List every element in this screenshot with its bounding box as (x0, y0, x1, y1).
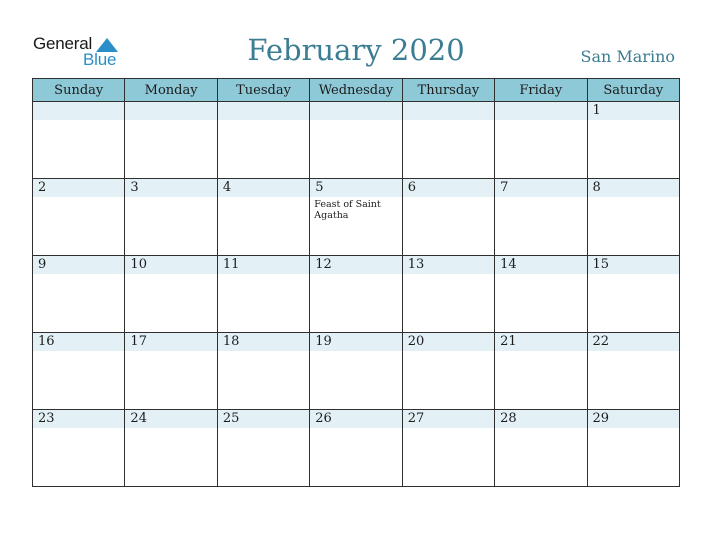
day-number: 12 (310, 256, 401, 274)
day-cell (217, 256, 309, 333)
day-number: 17 (125, 333, 216, 351)
logo-text-general: General (33, 34, 93, 53)
day-number: 4 (218, 179, 309, 197)
day-number: 7 (495, 179, 586, 197)
day-cell (217, 179, 309, 256)
week-row (33, 102, 680, 179)
day-number: 13 (403, 256, 494, 274)
day-number (495, 102, 586, 120)
day-cell (495, 256, 587, 333)
day-cell (495, 102, 587, 179)
weekday-saturday: Saturday (587, 79, 679, 102)
day-number: 8 (588, 179, 679, 197)
weekday-friday: Friday (495, 79, 587, 102)
day-cell (402, 333, 494, 410)
day-cell (587, 102, 679, 179)
day-number: 1 (588, 102, 679, 120)
page-title: February 2020 (247, 33, 465, 67)
day-cell (217, 410, 309, 487)
day-number: 2 (33, 179, 124, 197)
day-cell (402, 179, 494, 256)
day-number: 16 (33, 333, 124, 351)
day-cell (217, 333, 309, 410)
day-cell (125, 333, 217, 410)
day-cell (402, 102, 494, 179)
day-cell (587, 410, 679, 487)
day-cell (587, 256, 679, 333)
day-number: 26 (310, 410, 401, 428)
day-cell (310, 410, 402, 487)
day-cell (310, 256, 402, 333)
day-number: 9 (33, 256, 124, 274)
weekday-wednesday: Wednesday (310, 79, 402, 102)
day-number (125, 102, 216, 120)
day-number: 28 (495, 410, 586, 428)
day-number: 24 (125, 410, 216, 428)
day-number: 21 (495, 333, 586, 351)
day-cell (125, 179, 217, 256)
day-cell (310, 102, 402, 179)
calendar-grid (32, 78, 680, 487)
day-number (403, 102, 494, 120)
day-cell (402, 410, 494, 487)
day-cell (33, 410, 125, 487)
day-number: 18 (218, 333, 309, 351)
week-row (33, 410, 680, 487)
holiday-label: Feast of Saint Agatha (314, 199, 381, 221)
day-number: 20 (403, 333, 494, 351)
day-cell (587, 333, 679, 410)
week-row (33, 256, 680, 333)
day-cell (125, 102, 217, 179)
day-cell (33, 179, 125, 256)
day-cell (310, 333, 402, 410)
day-number: 23 (33, 410, 124, 428)
weekday-monday: Monday (125, 79, 217, 102)
day-cell (495, 179, 587, 256)
country-name: San Marino (580, 47, 675, 66)
day-cell (310, 179, 402, 256)
day-cell (125, 410, 217, 487)
weekday-tuesday: Tuesday (217, 79, 309, 102)
day-cell (495, 410, 587, 487)
day-cell (33, 256, 125, 333)
day-cell (125, 256, 217, 333)
day-number: 27 (403, 410, 494, 428)
day-number: 10 (125, 256, 216, 274)
day-cell (33, 102, 125, 179)
day-cell (217, 102, 309, 179)
day-number: 14 (495, 256, 586, 274)
day-cell (587, 179, 679, 256)
weekday-thursday: Thursday (402, 79, 494, 102)
day-cell (33, 333, 125, 410)
day-number: 6 (403, 179, 494, 197)
day-number: 22 (588, 333, 679, 351)
day-number: 5 (310, 179, 401, 197)
day-number (33, 102, 124, 120)
day-number: 11 (218, 256, 309, 274)
day-cell (495, 333, 587, 410)
day-number (218, 102, 309, 120)
day-number: 25 (218, 410, 309, 428)
week-row (33, 333, 680, 410)
weekday-header-row (33, 79, 680, 102)
day-number: 15 (588, 256, 679, 274)
day-number: 29 (588, 410, 679, 428)
weekday-sunday: Sunday (33, 79, 125, 102)
day-number: 3 (125, 179, 216, 197)
day-cell (402, 256, 494, 333)
day-number: 19 (310, 333, 401, 351)
logo-text-blue: Blue (83, 50, 117, 69)
day-number (310, 102, 401, 120)
week-row (33, 179, 680, 256)
